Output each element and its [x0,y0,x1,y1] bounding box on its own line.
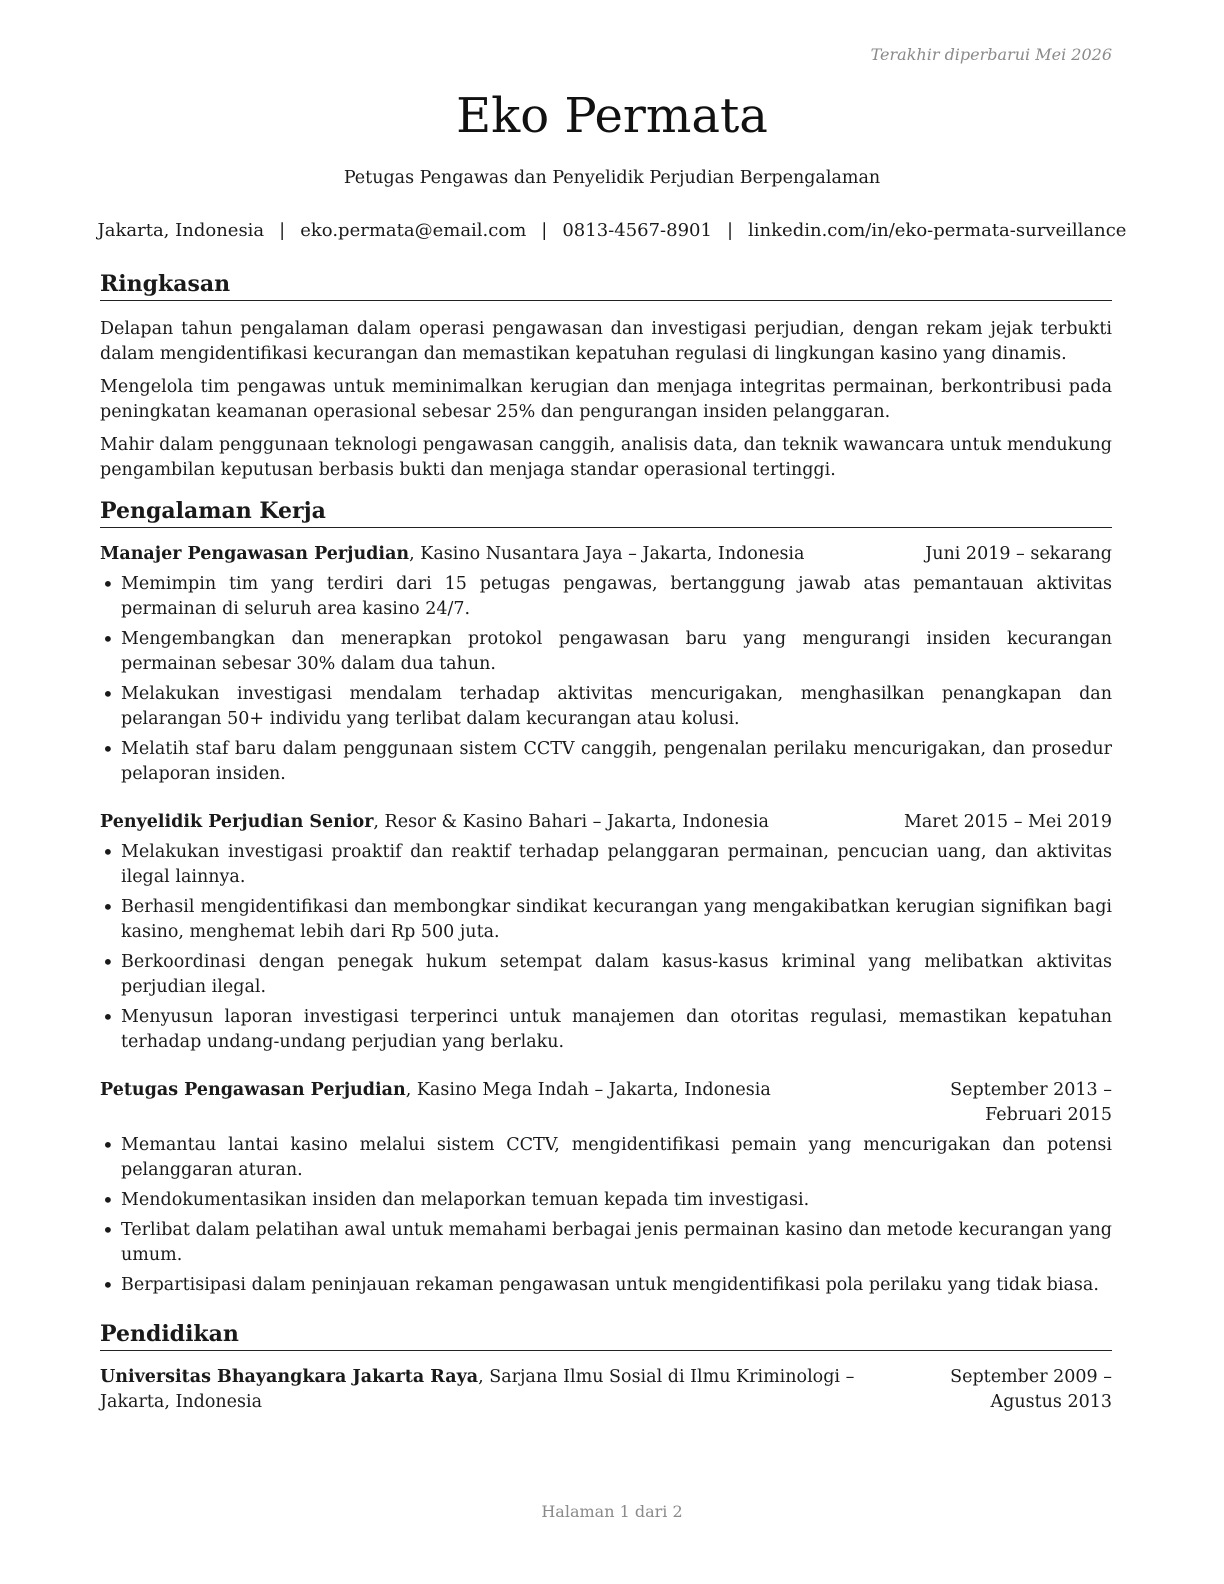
job-org: , Resor & Kasino Bahari – Jakarta, Indonesia [373,812,769,832]
job-dates: September 2013 – Februari 2015 [950,1080,1112,1125]
contact-separator: | [726,220,734,241]
job-entry [100,810,1112,1055]
job-header [100,1078,1112,1128]
contact-separator: | [541,220,548,241]
list-item: • Mendokumentasikan insiden dan melaporkan temuan kepada tim investigasi. [100,1188,1112,1213]
summary-paragraph: Mahir dalam penggunaan teknologi pengawasan canggih, analisis data, dan teknik wawancara untuk mendukung pengambilan keputusan berbasis bukti dan menjaga standar operasional tertinggi. [100,435,1112,480]
job-entry [100,542,1112,787]
job-org: , Kasino Nusantara Jaya – Jakarta, Indonesia [409,544,805,564]
contact-separator: | [279,220,286,241]
candidate-name: Eko Permata [456,88,768,144]
list-item: • Melakukan investigasi mendalam terhadap aktivitas mencurigakan, menghasilkan penangkapan dan pelarangan 50+ individu yang terlibat dalam kecurangan atau kolusi. [100,682,1112,732]
candidate-headline: Petugas Pengawas dan Penyelidik Perjudian Berpengalaman [343,168,881,188]
list-item: • Berpartisipasi dalam peninjauan rekaman pengawasan untuk mengidentifikasi pola perilaku yang tidak biasa. [100,1273,1112,1298]
contact-email[interactable]: eko.permata@email.com [300,220,527,241]
job-entry [100,1078,1112,1298]
list-item: • Terlibat dalam pelatihan awal untuk memahami berbagai jenis permainan kasino dan metode kecurangan yang umum. [100,1218,1112,1268]
list-item: • Memantau lantai kasino melalui sistem CCTV, mengidentifikasi pemain yang mencurigakan dan potensi pelanggaran aturan. [100,1133,1112,1183]
list-item: • Memimpin tim yang terdiri dari 15 petugas pengawas, bertanggung jawab atas pemantauan aktivitas permainan di seluruh area kasino 24/7. [100,572,1112,622]
education-dates: September 2009 – Agustus 2013 [950,1367,1112,1412]
job-bullets [100,572,1112,787]
list-item: • Berhasil mengidentifikasi dan membongkar sindikat kecurangan yang mengakibatkan kerugian signifikan bagi kasino, menghemat lebih dari Rp 500 juta. [100,895,1112,945]
list-item: • Berkoordinasi dengan penegak hukum setempat dalam kasus-kasus kriminal yang melibatkan aktivitas perjudian ilegal. [100,950,1112,1000]
job-bullets [100,1133,1112,1298]
job-bullets [100,840,1112,1055]
job-header [100,542,1112,567]
job-role: Manajer Pengawasan Perjudian [100,544,410,564]
summary-section [100,270,1112,483]
experience-section [100,497,1112,1303]
page-number: Halaman 1 dari 2 [541,1502,683,1521]
list-item: • Melakukan investigasi proaktif dan reaktif terhadap pelanggaran permainan, pencucian uang, dan aktivitas ilegal lainnya. [100,840,1112,890]
contact-linkedin[interactable]: linkedin.com/in/eko-permata-surveillance [748,220,1127,241]
summary-paragraph: Mengelola tim pengawas untuk meminimalkan kerugian dan menjaga integritas permainan, berkontribusi pada peningkatan keamanan operasional sebesar 25% dan pengurangan insiden pelanggaran. [100,377,1112,422]
last-updated-note: Terakhir diperbarui Mei 2026 [870,45,1112,64]
list-item: • Menyusun laporan investigasi terperinci untuk manajemen dan otoritas regulasi, memastikan kepatuhan terhadap undang-undang perjudian yang berlaku. [100,1005,1112,1055]
contact-line [0,220,1224,241]
job-org: , Kasino Mega Indah – Jakarta, Indonesia [405,1080,771,1100]
section-title-experience: Pengalaman Kerja [100,497,1112,528]
job-role: Penyelidik Perjudian Senior [100,812,374,832]
job-dates: Maret 2015 – Mei 2019 [903,812,1112,832]
contact-phone[interactable]: 0813-4567-8901 [562,220,712,241]
job-header [100,810,1112,835]
section-title-summary: Ringkasan [100,270,1112,301]
summary-paragraph: Delapan tahun pengalaman dalam operasi pengawasan dan investigasi perjudian, dengan rekam jejak terbukti dalam mengidentifikasi kecurangan dan memastikan kepatuhan regulasi di lingkungan kasino yang dinamis. [100,319,1112,364]
education-entry [100,1365,1112,1415]
list-item: • Mengembangkan dan menerapkan protokol pengawasan baru yang mengurangi insiden kecurangan permainan sebesar 30% dalam dua tahun. [100,627,1112,677]
education-school: Universitas Bhayangkara Jakarta Raya [100,1367,479,1387]
education-detail: , Sarjana Ilmu Sosial di Ilmu Kriminologi – Jakarta, Indonesia [100,1367,855,1412]
job-role: Petugas Pengawasan Perjudian [100,1080,406,1100]
job-dates: Juni 2019 – sekarang [925,544,1112,564]
list-item: • Melatih staf baru dalam penggunaan sistem CCTV canggih, pengenalan perilaku mencurigakan, dan prosedur pelaporan insiden. [100,737,1112,787]
contact-location: Jakarta, Indonesia [97,220,265,241]
education-section [100,1320,1112,1415]
section-title-education: Pendidikan [100,1320,1112,1351]
